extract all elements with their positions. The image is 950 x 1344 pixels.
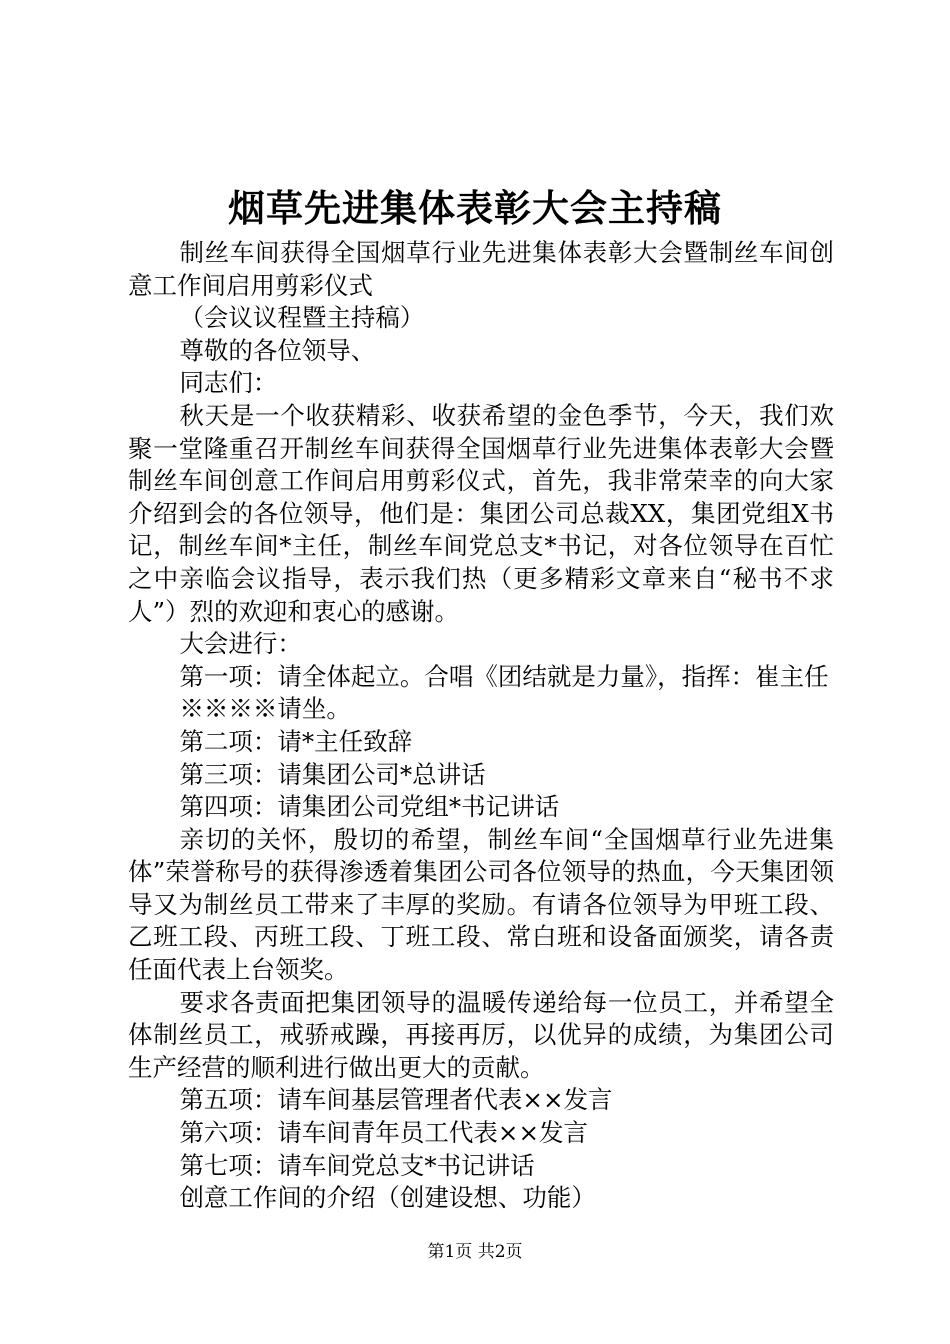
- paragraph: 第六项：请车间青年员工代表××发言: [179, 1118, 588, 1148]
- paragraph: 第七项：请车间党总支*书记讲话: [179, 1150, 535, 1180]
- paragraph: 要求各责面把集团领导的温暖传递给每一位员工，并希望全体制丝员工，戒骄戒躁，再接再厉，以优异的成绩，为集团公司生产经营的顺利进行做出更大的贡献。: [128, 987, 834, 1082]
- paragraph: 同志们：: [179, 368, 278, 398]
- document-title: 烟草先进集体表彰大会主持稿: [228, 186, 722, 230]
- paragraph: 大会进行：: [179, 629, 302, 659]
- paragraph: （会议议程暨主持稿）: [179, 303, 425, 333]
- paragraph: 制丝车间获得全国烟草行业先进集体表彰大会暨制丝车间创意工作间启用剪彩仪式: [128, 238, 834, 300]
- document-body: [128, 237, 834, 1215]
- paragraph: 创意工作间的介绍（创建设想、功能）: [179, 1183, 596, 1213]
- paragraph: 第三项：请集团公司*总讲话: [179, 759, 486, 789]
- paragraph: 第一项：请全体起立。合唱《团结就是力量》，指挥：崔主任: [179, 661, 829, 691]
- paragraph: 秋天是一个收获精彩、收获希望的金色季节，今天，我们欢聚一堂隆重召开制丝车间获得全国烟草行业先进集体表彰大会暨制丝车间创意工作间启用剪彩仪式，首先，我非常荣幸的向大家介绍到会的各位领导，他们是：集团公司总裁XX，集团党组X书记，制丝车间*主任，制丝车间党总支*书记，对各位领导在百忙之中亲临会议指导，表示我们热（更多精彩文章来自“秘书不求人”）烈的欢迎和衷心的感谢。: [128, 400, 834, 626]
- paragraph: 第二项：请*主任致辞: [179, 726, 413, 756]
- paragraph: 第五项：请车间基层管理者代表××发言: [179, 1085, 613, 1115]
- paragraph: ※※※※请坐。: [179, 694, 351, 724]
- paragraph: 亲切的关怀，殷切的希望，制丝车间“全国烟草行业先进集体”荣誉称号的获得渗透着集团公司各位领导的热血，今天集团领导又为制丝员工带来了丰厚的奖励。有请各位领导为甲班工段、乙班工段、丙班工段、丁班工段、常白班和设备面颁奖，请各责任面代表上台领奖。: [128, 824, 834, 985]
- paragraph: 尊敬的各位领导、: [179, 335, 376, 365]
- page-number-footer: 第1页 共2页: [427, 1242, 523, 1262]
- paragraph: 第四项：请集团公司党组*书记讲话: [179, 792, 560, 822]
